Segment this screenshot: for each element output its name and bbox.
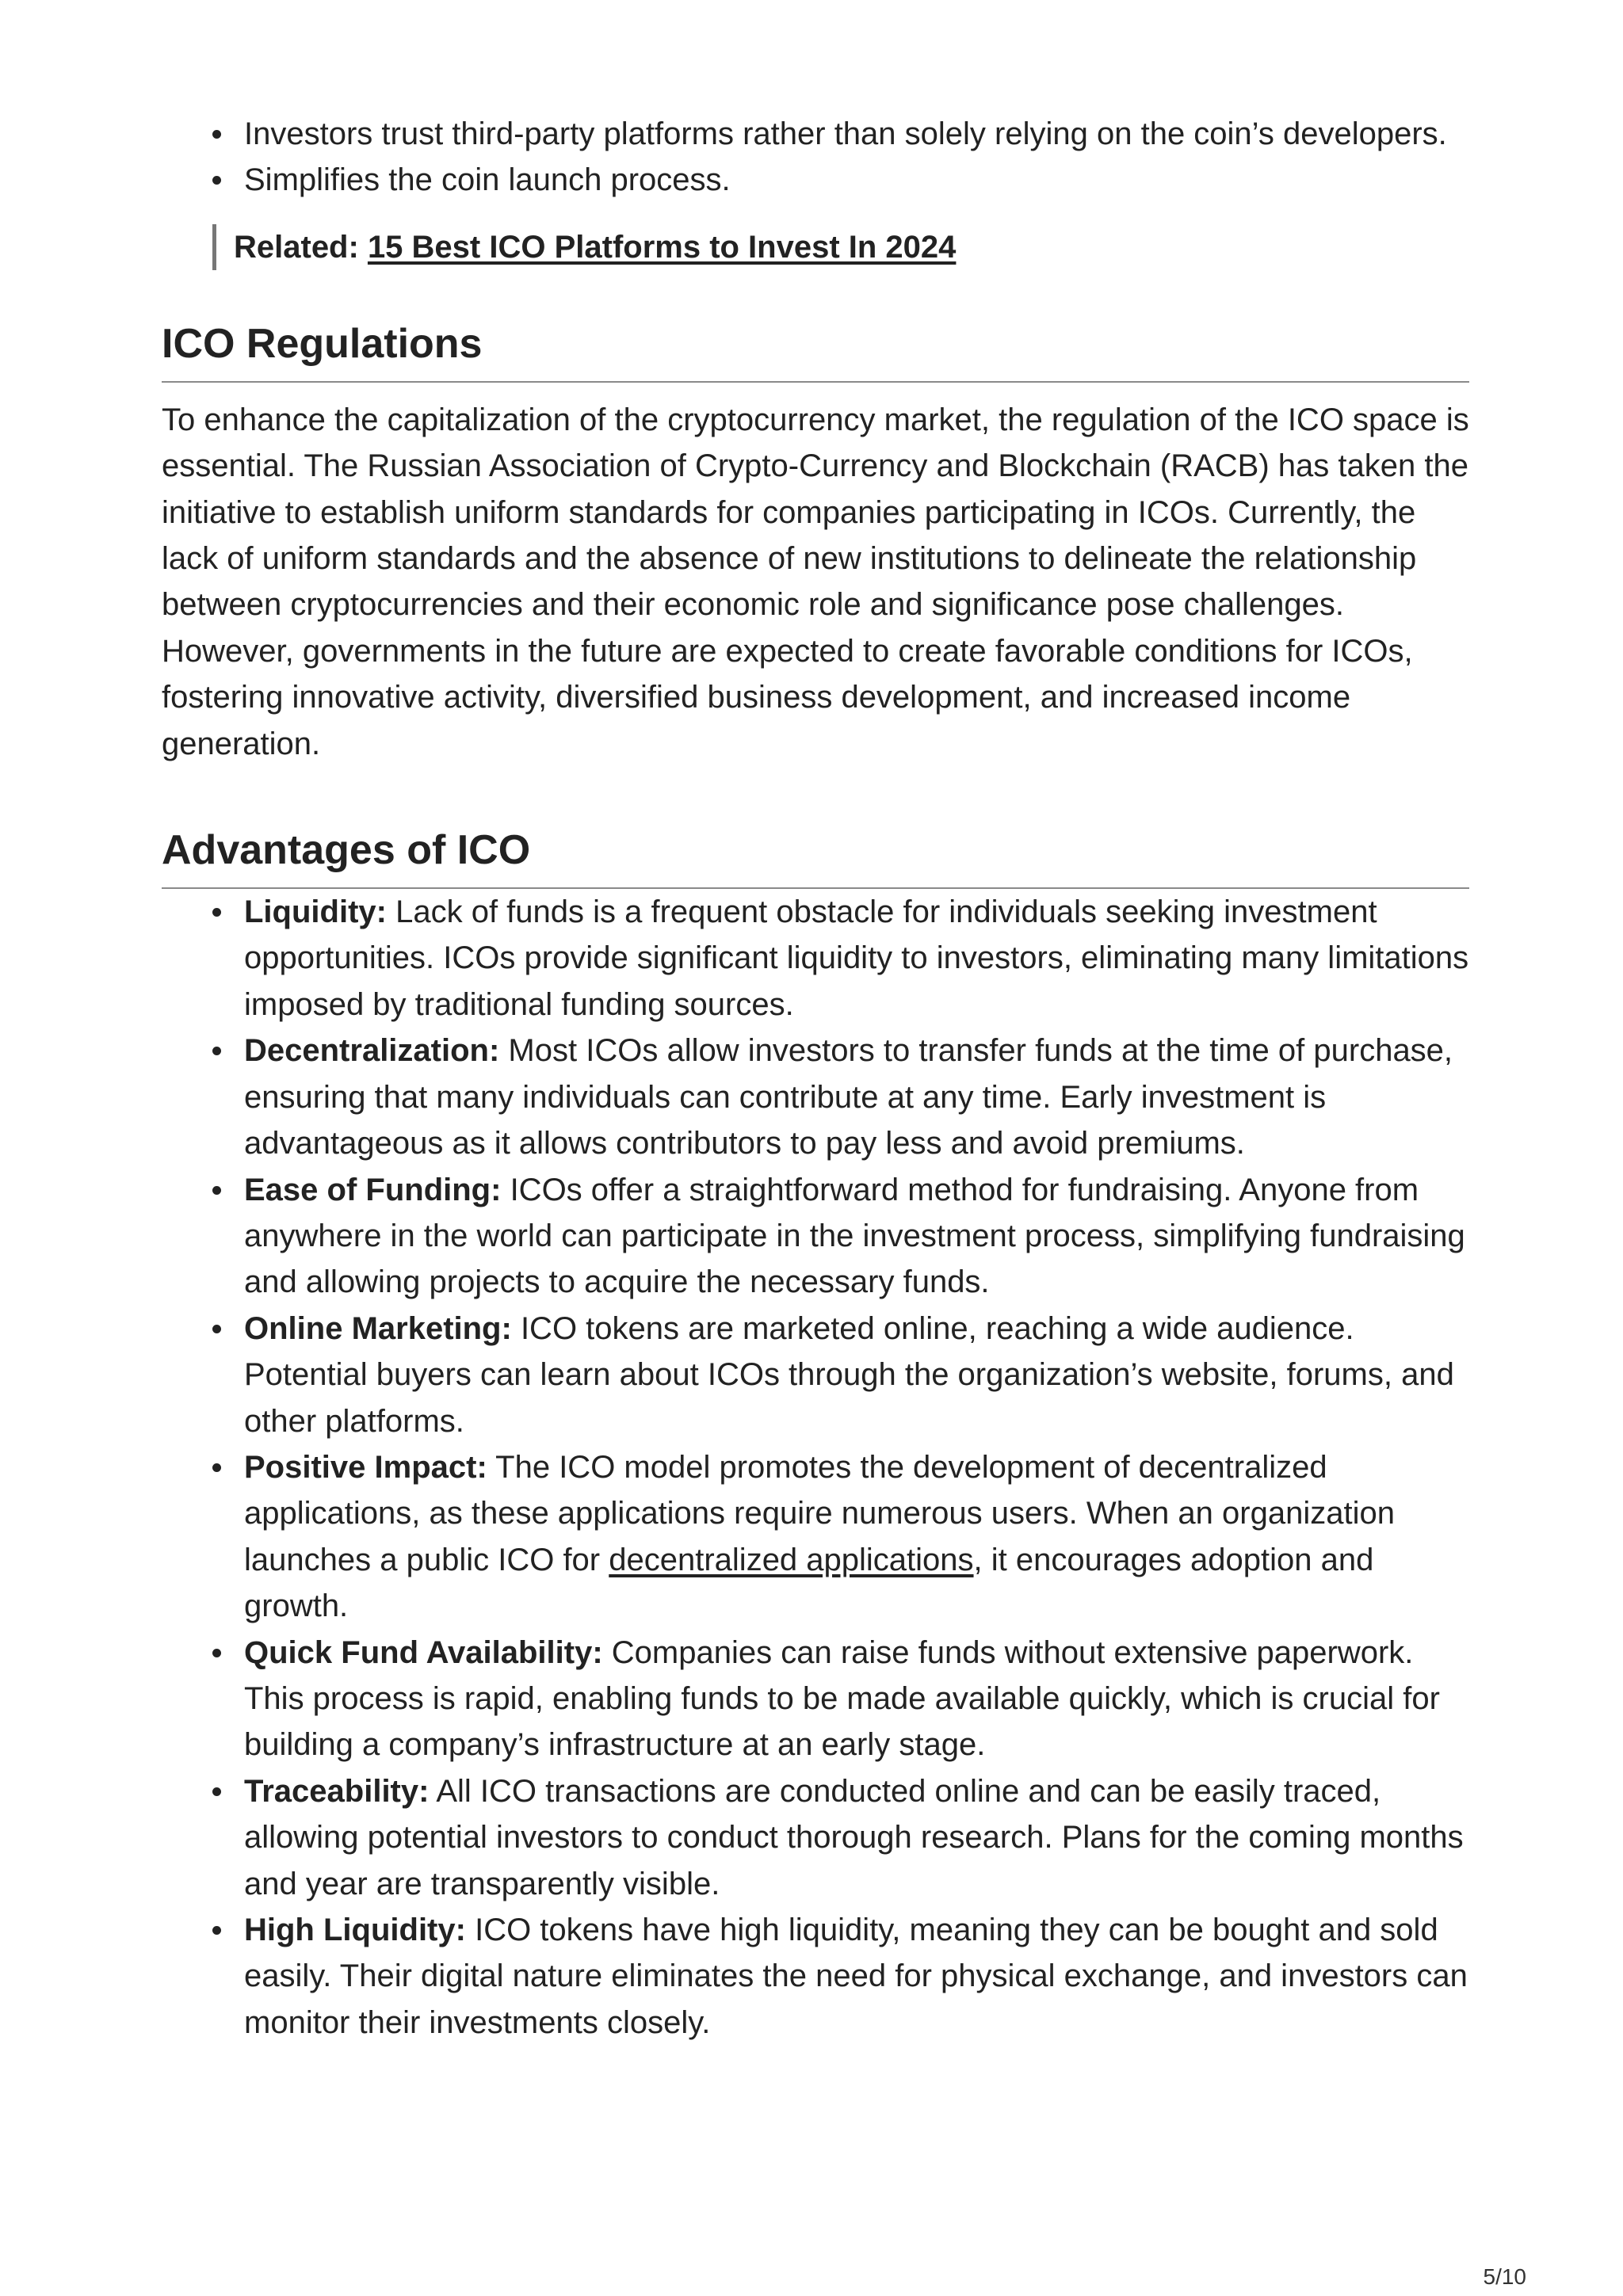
related-label: Related:	[234, 229, 359, 265]
item-text: ICO tokens have high liquidity, meaning they can be bought and sold easily. Their digital nature eliminates the need for physical exchange, and investors can monitor their investments closely.	[244, 1913, 1468, 2040]
list-item	[244, 1630, 1469, 1768]
item-term: Quick Fund Availability:	[244, 1634, 603, 1670]
item-text: ICO tokens are marketed online, reaching a wide audience. Potential buyers can learn about ICOs through the organization’s website, forums, and other platforms.	[244, 1310, 1454, 1439]
item-term: Ease of Funding:	[244, 1172, 502, 1207]
list-item	[244, 1768, 1469, 1907]
section-heading-advantages: Advantages of ICO	[162, 822, 1469, 889]
item-term: Positive Impact:	[244, 1449, 487, 1485]
item-text: Most ICOs allow investors to transfer funds at the time of purchase, ensuring that many individuals can contribute at any time. Early investment is advantageous as it allows contributors to pay less and avoid premiums.	[244, 1033, 1453, 1161]
list-item	[244, 1907, 1469, 2046]
intro-bullet-list	[162, 111, 1469, 204]
item-term: Decentralization:	[244, 1033, 500, 1069]
item-term: Liquidity:	[244, 894, 387, 930]
list-item	[244, 1028, 1469, 1166]
item-text: ICOs offer a straightforward method for fundraising. Anyone from anywhere in the world can participate in the investment process, simplifying fundraising and allowing projects to acquire the necessary funds.	[244, 1172, 1465, 1300]
article-content	[162, 111, 1469, 2046]
related-callout	[212, 224, 1469, 270]
item-term: Traceability:	[244, 1773, 430, 1809]
section-heading-regulations: ICO Regulations	[162, 316, 1469, 383]
item-text: Companies can raise funds without extensive paperwork. This process is rapid, enabling funds to be made available quickly, which is crucial for building a company’s infrastructure at an early stage.	[244, 1634, 1440, 1763]
list-item	[244, 1444, 1469, 1630]
item-text: Lack of funds is a frequent obstacle for individuals seeking investment opportunities. ICOs provide significant liquidity to investors, eliminating many limitations imposed by traditional funding sources.	[244, 894, 1469, 1022]
regulations-paragraph: To enhance the capitalization of the cryptocurrency market, the regulation of the ICO space is essential. The Russian Association of Crypto-Currency and Blockchain (RACB) has taken the initiative to establish uniform standards for companies participating in ICOs. Currently, the lack of uniform standards and the absence of new institutions to delineate the relationship between cryptocurrencies and their economic role and significance pose challenges. However, governments in the future are expected to create favorable conditions for ICOs, fostering innovative activity, diversified business development, and increased income generation.	[162, 402, 1469, 761]
list-item	[244, 889, 1469, 1028]
advantages-list	[162, 889, 1469, 2046]
item-text: All ICO transactions are conducted online and can be easily traced, allowing potential investors to conduct thorough research. Plans for the coming months and year are transparently visible.	[244, 1773, 1464, 1901]
item-term: Online Marketing:	[244, 1310, 512, 1346]
item-term: High Liquidity:	[244, 1913, 466, 1947]
page-number: 5/10	[1483, 2264, 1526, 2289]
list-item: Investors trust third-party platforms rather than solely relying on the coin’s developers.	[244, 111, 1469, 157]
decentralized-applications-link[interactable]: decentralized applications	[609, 1542, 974, 1577]
item-text: , it encourages adoption and growth.	[244, 1542, 1374, 1624]
list-item	[244, 1306, 1469, 1444]
list-item	[244, 1167, 1469, 1306]
list-item: Simplifies the coin launch process.	[244, 157, 1469, 203]
item-text: The ICO model promotes the development of decentralized applications, as these applications require numerous users. When an organization launches a public ICO for	[244, 1449, 1395, 1577]
related-article-link[interactable]: 15 Best ICO Platforms to Invest In 2024	[367, 229, 957, 265]
